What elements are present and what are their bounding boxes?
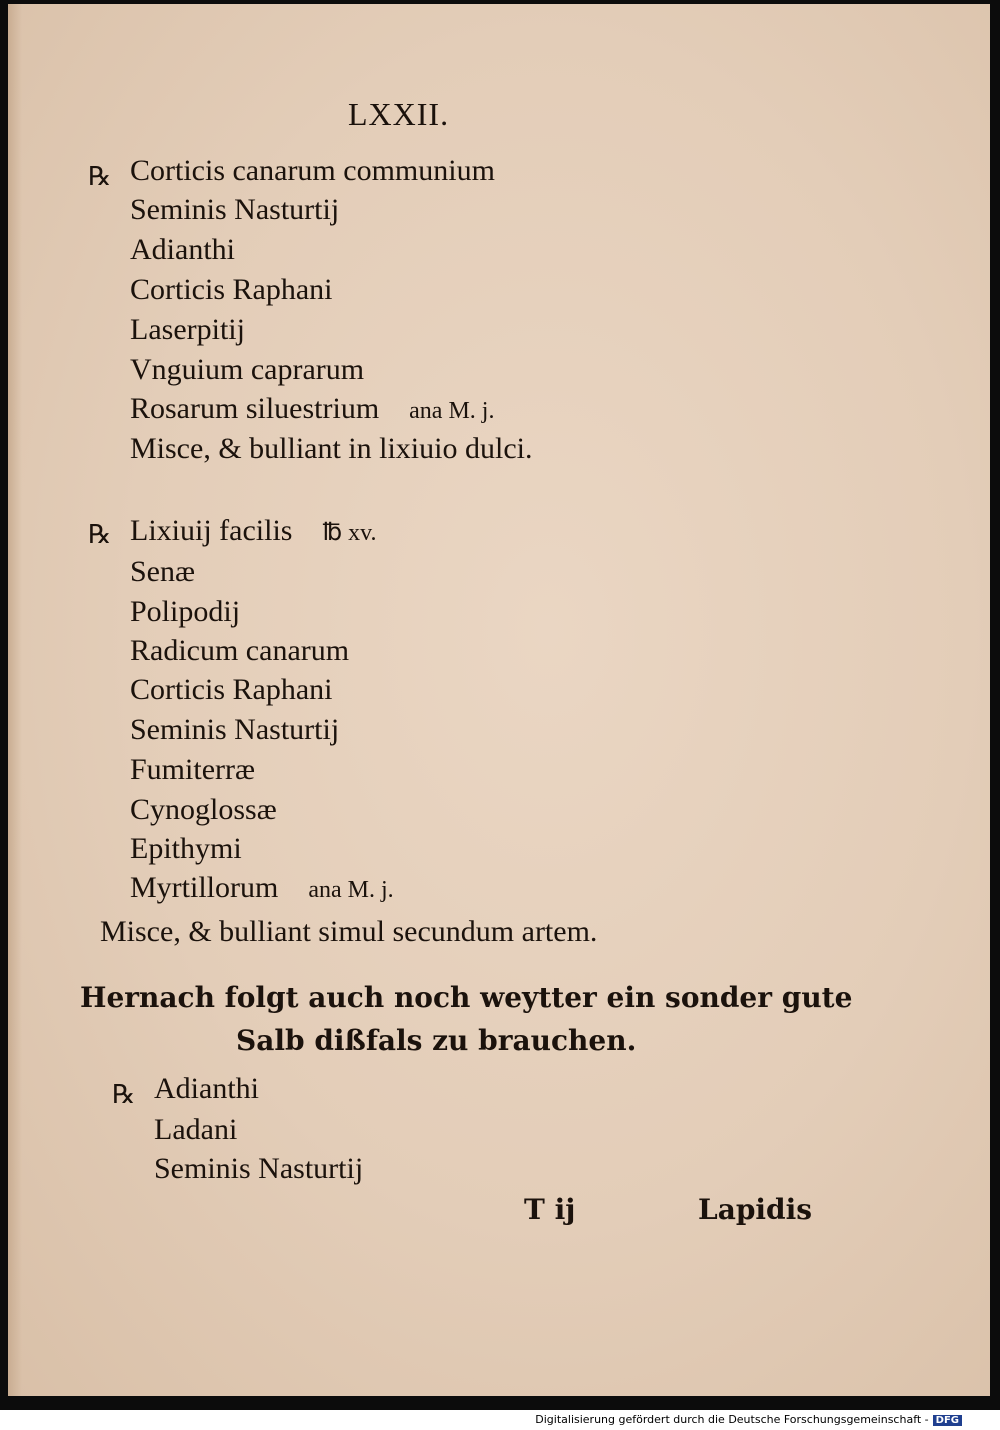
- recipe-line: Senæ: [130, 555, 196, 588]
- german-heading-line-2: Salb dißfals zu brauchen.: [236, 1024, 637, 1057]
- book-page: [8, 4, 990, 1396]
- recipe-line: Radicum canarum: [130, 634, 350, 667]
- german-heading-line-1: Hernach folgt auch noch weytter ein sonder gute: [80, 981, 853, 1014]
- recipe-instruction: Misce, & bulliant simul secundum artem.: [100, 915, 598, 948]
- recipe-line: Corticis Raphani: [130, 673, 333, 706]
- recipe-line: Ladani: [154, 1113, 238, 1146]
- recipe-mark: ℞: [112, 1080, 136, 1110]
- recipe-line-with-dose: [130, 873, 394, 903]
- digitization-footer: [535, 1413, 962, 1426]
- recipe-line: Adianthi: [130, 233, 235, 266]
- footer-text: Digitalisierung gefördert durch die Deutsche Forschungsgemeinschaft -: [535, 1413, 929, 1426]
- dfg-logo: DFG: [933, 1415, 962, 1426]
- recipe-dose: ana M. j.: [308, 877, 394, 903]
- recipe-line: Seminis Nasturtij: [130, 193, 340, 226]
- recipe-line: Vnguium caprarum: [130, 353, 365, 386]
- signature-mark: T ij: [524, 1193, 576, 1226]
- recipe-instruction: Misce, & bulliant in lixiuio dulci.: [130, 432, 533, 465]
- recipe-line: Fumiterræ: [130, 753, 255, 786]
- catchword: Lapidis: [698, 1193, 813, 1226]
- recipe-dose: ana M. j.: [409, 398, 495, 424]
- recipe-line: Cynoglossæ: [130, 793, 277, 826]
- recipe-line: Polipodij: [130, 595, 241, 628]
- recipe-line: Laserpitij: [130, 313, 245, 346]
- recipe-line-with-dose: [130, 394, 494, 424]
- recipe-line-with-dose: [130, 516, 377, 546]
- recipe-line: Epithymi: [130, 832, 242, 865]
- page-edge-shadow: [8, 4, 22, 1396]
- recipe-ingredient: Rosarum siluestrium: [130, 392, 380, 425]
- recipe-line: Seminis Nasturtij: [154, 1152, 364, 1185]
- recipe-ingredient: Lixiuij facilis: [130, 514, 293, 547]
- recipe-mark: ℞: [88, 520, 112, 550]
- page-number: LXXII.: [348, 96, 450, 132]
- recipe-mark: ℞: [88, 162, 112, 192]
- recipe-line: Adianthi: [154, 1072, 259, 1105]
- recipe-line: Corticis canarum communium: [130, 154, 495, 187]
- recipe-line: Corticis Raphani: [130, 273, 333, 306]
- recipe-ingredient: Myrtillorum: [130, 871, 279, 904]
- recipe-line: Seminis Nasturtij: [130, 713, 340, 746]
- recipe-dose: ℔ xv.: [322, 520, 377, 546]
